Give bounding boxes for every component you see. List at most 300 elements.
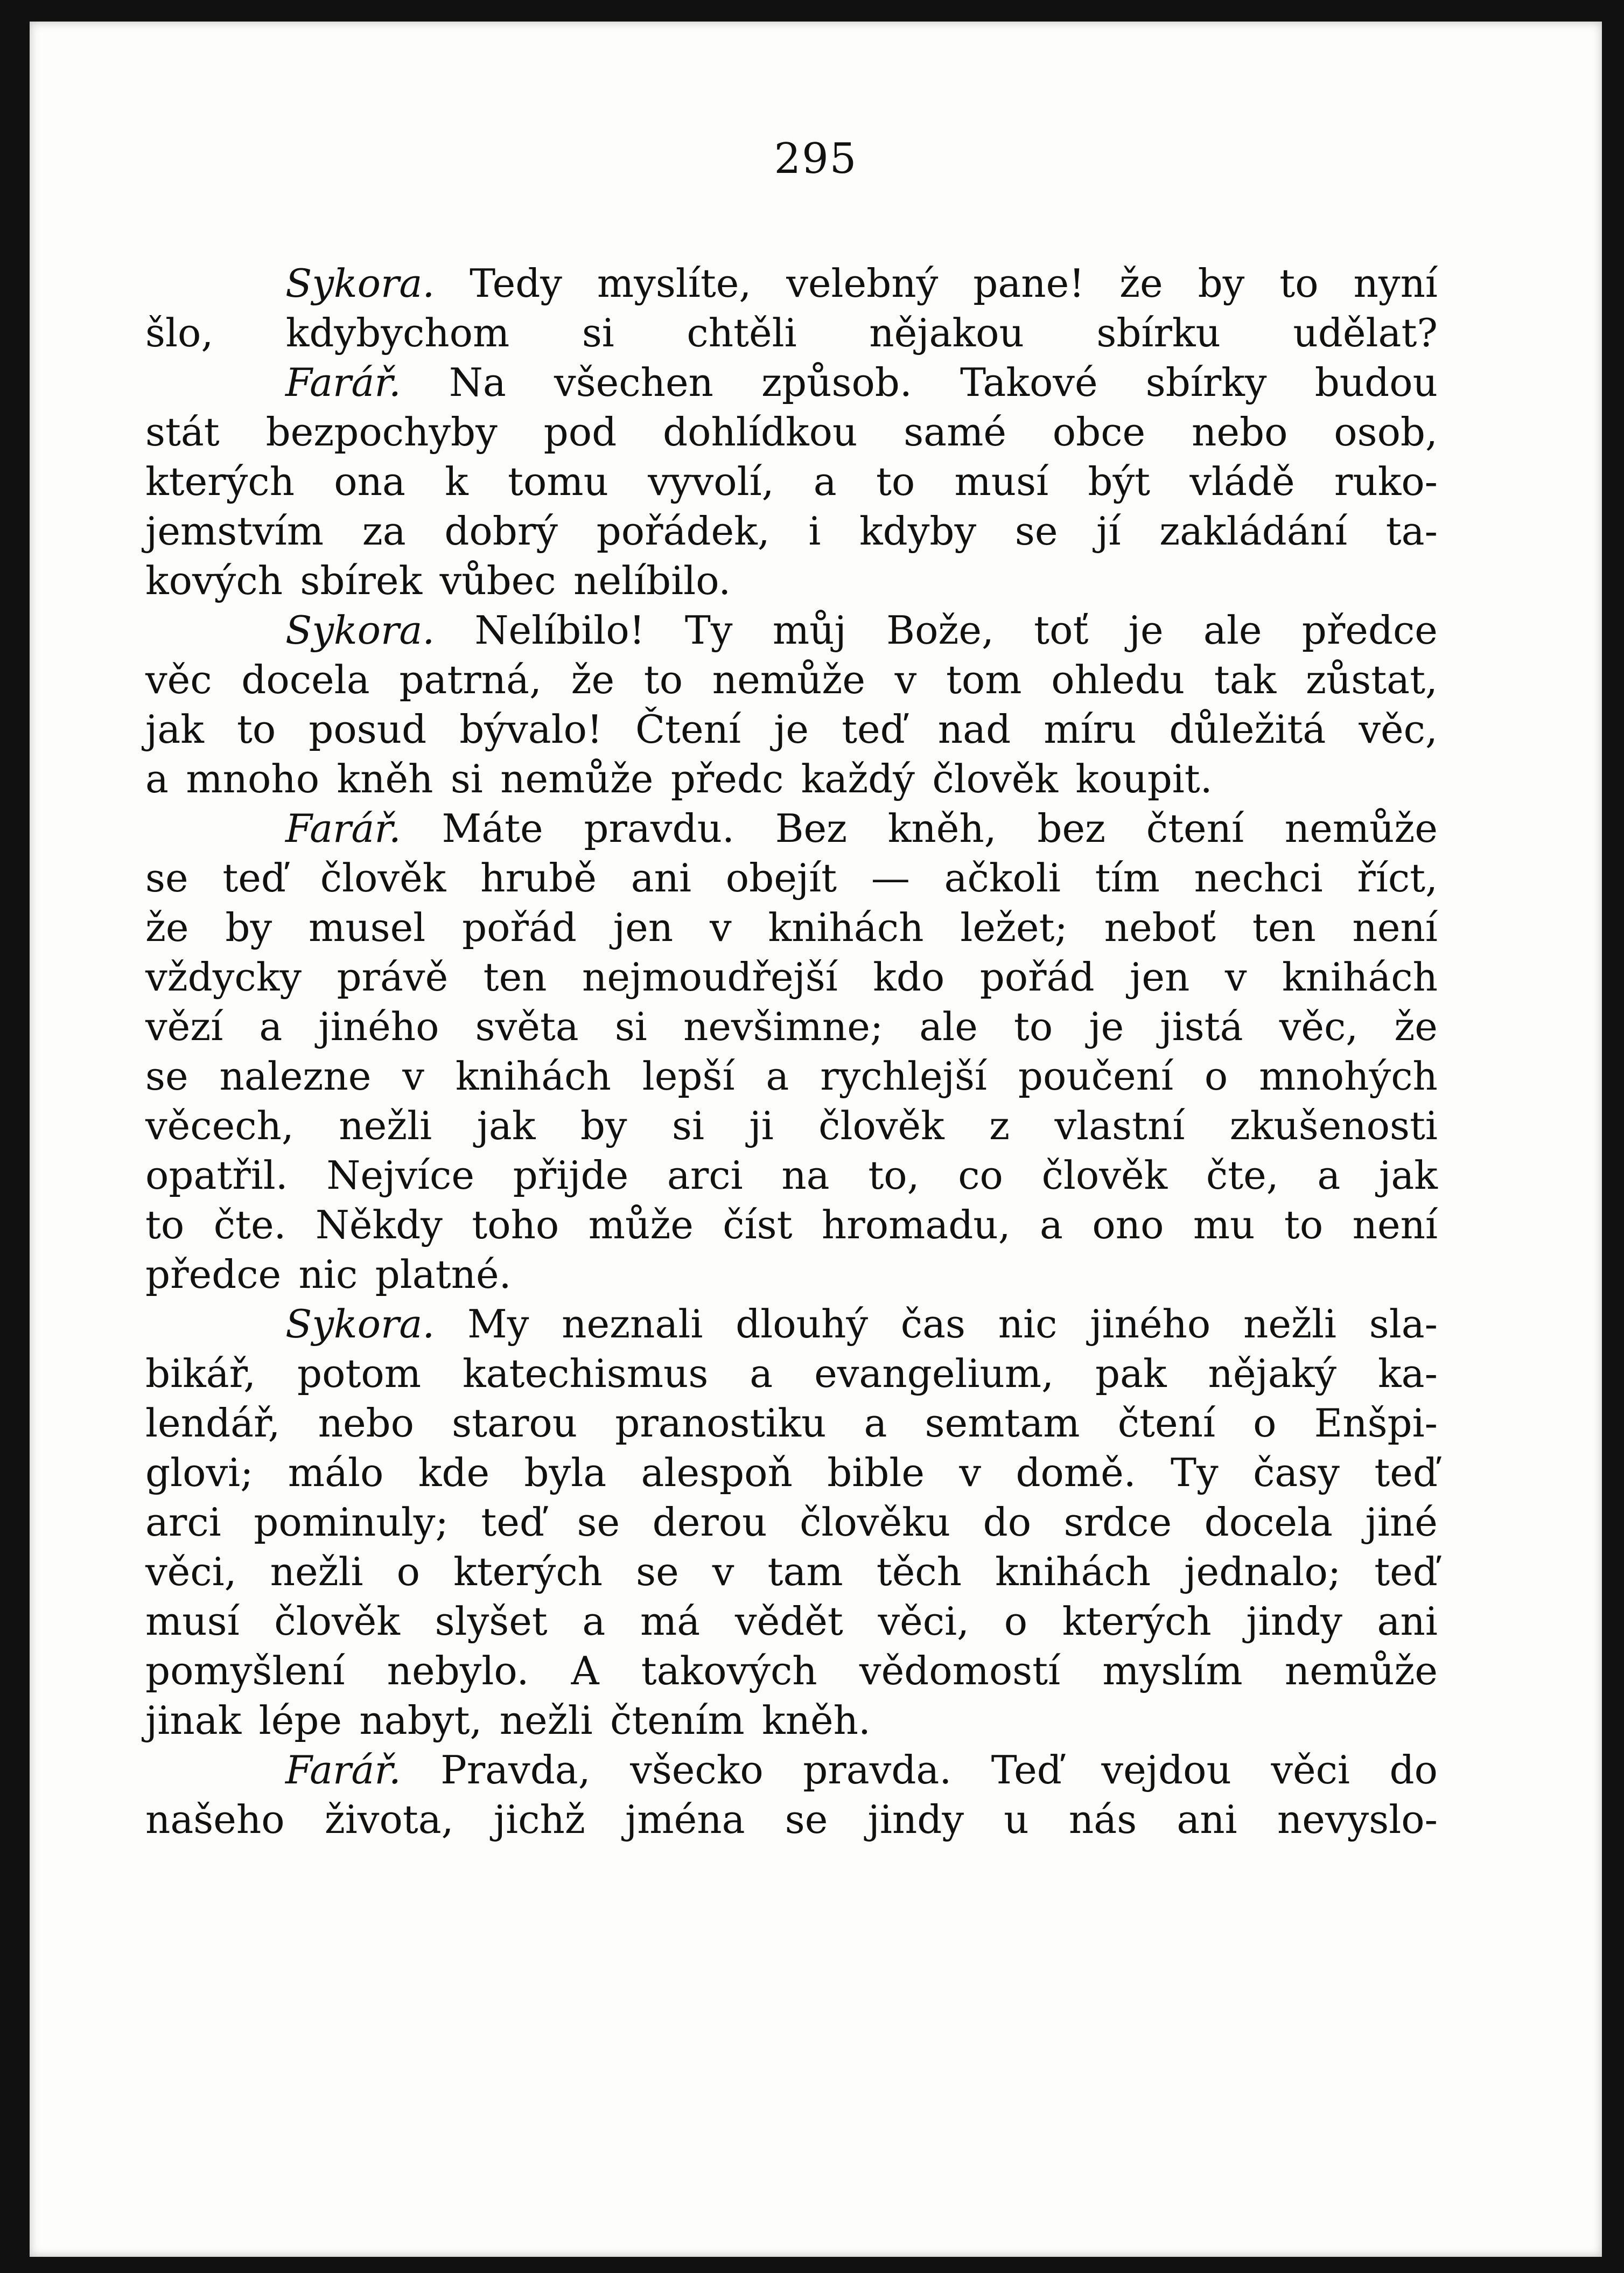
word: si <box>672 1103 704 1148</box>
word: nás <box>1068 1797 1137 1842</box>
word: Teď <box>991 1747 1062 1793</box>
word: Ty <box>684 608 733 653</box>
word: kterých <box>145 459 295 504</box>
word: člověk <box>1041 1153 1168 1198</box>
word: o <box>1253 1400 1277 1446</box>
word: se <box>1014 508 1058 554</box>
word: co <box>958 1153 1003 1198</box>
word: nemůže <box>1284 1648 1438 1693</box>
word: velebný <box>786 261 939 306</box>
word: knihách <box>1282 954 1438 1000</box>
word: vejdou <box>1101 1747 1231 1793</box>
word: vyvolí, <box>648 459 774 504</box>
word: a <box>259 1004 283 1049</box>
word: by <box>1198 261 1245 306</box>
text-line <box>145 655 1438 705</box>
word: srdce <box>1063 1500 1172 1545</box>
word: o <box>1204 1054 1228 1099</box>
word: knihách <box>455 1054 611 1099</box>
word: člověk <box>274 1599 400 1644</box>
word: věc, <box>1279 1004 1359 1049</box>
text-line <box>145 705 1438 754</box>
word: toť <box>1034 608 1089 653</box>
text-line <box>145 1051 1438 1101</box>
word: ani <box>1177 1797 1237 1842</box>
word: a <box>864 1400 887 1446</box>
word: teď <box>1374 1450 1438 1495</box>
word: a <box>813 459 837 504</box>
speaker-name: Sykora. <box>285 261 435 306</box>
word: v <box>959 1450 982 1495</box>
word: v <box>894 657 917 702</box>
word: koupit. <box>1075 756 1213 801</box>
word: sbírek <box>300 558 423 603</box>
word: dobrý <box>444 508 558 554</box>
word: Nejvíce <box>326 1153 474 1198</box>
word: jak <box>145 707 204 752</box>
word: vědět <box>734 1599 843 1644</box>
word: hrubě <box>480 855 597 901</box>
text-line <box>145 1646 1438 1696</box>
word: jindy <box>1246 1599 1342 1644</box>
word: věci, <box>878 1599 970 1644</box>
word: hromadu, <box>821 1202 1011 1247</box>
word: člověku <box>800 1500 951 1545</box>
word: ale <box>919 1004 978 1049</box>
word: věc, <box>1359 707 1438 752</box>
word: to <box>236 707 276 752</box>
word: těch <box>876 1549 962 1594</box>
word: tom <box>946 657 1022 702</box>
text-line <box>145 358 1438 407</box>
word: nalezne <box>219 1054 372 1099</box>
word: bývalo! <box>459 707 603 752</box>
word: Enšpi- <box>1314 1400 1438 1446</box>
word: sbírku <box>1096 310 1221 355</box>
word: alespoň <box>641 1450 793 1495</box>
word: myslím <box>1102 1648 1243 1693</box>
word: i <box>808 508 821 554</box>
text-line <box>145 556 1438 605</box>
word: nebo <box>318 1400 414 1446</box>
word: ka- <box>1378 1351 1438 1396</box>
word: nevyslo- <box>1277 1797 1438 1842</box>
word: kterých <box>1062 1599 1212 1644</box>
word: ačkoli <box>944 855 1061 901</box>
word: že <box>1394 1004 1438 1049</box>
word: zakládání <box>1159 508 1348 554</box>
word: v <box>712 1549 734 1594</box>
word: vládě <box>1189 459 1295 504</box>
word: nic <box>298 1252 358 1297</box>
word: Bez <box>775 806 848 851</box>
word: knihách <box>995 1549 1151 1594</box>
word: čtení <box>1117 1400 1215 1446</box>
text-line <box>145 1299 1438 1349</box>
word: nežli <box>339 1103 432 1148</box>
word: ohledu <box>1051 657 1185 702</box>
word: by <box>225 905 272 950</box>
word: jemstvím <box>145 508 324 554</box>
word: pravdu. <box>584 806 734 851</box>
word: Tedy <box>470 261 562 306</box>
word: každý <box>801 756 915 801</box>
word: v <box>402 1054 424 1099</box>
word: Čtení <box>635 707 741 752</box>
word: nějaký <box>1208 1351 1337 1396</box>
word: glovi; <box>145 1450 254 1495</box>
word: musel <box>309 905 426 950</box>
text-line <box>145 1795 1438 1844</box>
book-page <box>30 22 1602 2257</box>
word: si <box>614 1004 647 1049</box>
word: člověk <box>818 1103 944 1148</box>
word: musí <box>145 1599 240 1644</box>
speaker-name: Farář. <box>285 806 401 851</box>
word: tím <box>1095 855 1160 901</box>
word: to <box>643 657 683 702</box>
word: čtení <box>1146 806 1244 851</box>
word: předc <box>670 756 784 801</box>
word: do <box>1389 1747 1438 1793</box>
word: jinak <box>145 1698 242 1743</box>
word: evangelium, <box>814 1351 1054 1396</box>
word: Na <box>449 360 506 405</box>
word: kněh <box>337 756 433 801</box>
text-line <box>145 407 1438 457</box>
word: kněh. <box>761 1698 871 1743</box>
text-line <box>145 1448 1438 1497</box>
word: způsob. <box>761 360 912 405</box>
word: kněh, <box>887 806 997 851</box>
word: potom <box>297 1351 422 1396</box>
word: A <box>571 1648 599 1693</box>
word: budou <box>1314 360 1438 405</box>
text-line <box>145 1497 1438 1547</box>
word: jen <box>613 905 674 950</box>
word: lépe <box>258 1698 342 1743</box>
word: nemůže <box>500 756 654 801</box>
text-line <box>145 1101 1438 1151</box>
word: teď <box>1374 1549 1438 1594</box>
word: to <box>1279 261 1319 306</box>
word: ta- <box>1385 508 1438 554</box>
word: právě <box>337 954 449 1000</box>
word: je <box>774 707 809 752</box>
word: se <box>145 855 188 901</box>
word: na <box>781 1153 830 1198</box>
word: pořádek, <box>596 508 770 554</box>
word: obce <box>1052 409 1146 455</box>
word: by <box>580 1103 627 1148</box>
word: semtam <box>925 1400 1080 1446</box>
text-line <box>145 259 1438 308</box>
word: jiné <box>1365 1500 1438 1545</box>
word: pořád <box>979 954 1095 1000</box>
word: pod <box>543 409 617 455</box>
text-line <box>145 853 1438 903</box>
word: čte. <box>213 1202 286 1247</box>
word: člověk <box>932 756 1058 801</box>
word: jindy <box>867 1797 964 1842</box>
word: v <box>709 905 732 950</box>
text-line <box>145 605 1438 655</box>
text-line <box>145 506 1438 556</box>
word: zkušenosti <box>1229 1103 1438 1148</box>
word: vědomostí <box>859 1648 1061 1693</box>
word: přijde <box>513 1153 629 1198</box>
text-line <box>145 1398 1438 1448</box>
word: pomyšlení <box>145 1648 345 1693</box>
word: čtením <box>610 1698 745 1743</box>
word: dohlídkou <box>663 409 858 455</box>
word: tomu <box>508 459 608 504</box>
word: je <box>1128 608 1164 653</box>
word: se <box>636 1549 679 1594</box>
text-line <box>145 1547 1438 1596</box>
word: z <box>989 1103 1010 1148</box>
word: si <box>450 756 483 801</box>
word: se <box>577 1500 620 1545</box>
word: nevšimne; <box>683 1004 884 1049</box>
word: Někdy <box>315 1202 443 1247</box>
word: bikář, <box>145 1351 256 1396</box>
word: za <box>362 508 406 554</box>
text-line <box>145 1151 1438 1200</box>
text-line <box>145 1696 1438 1745</box>
word: Nelíbilo! <box>474 608 645 653</box>
text-line <box>145 308 1438 358</box>
word: zůstat, <box>1305 657 1438 702</box>
word: o <box>1004 1599 1028 1644</box>
word: předce <box>1301 608 1438 653</box>
text-line <box>145 754 1438 804</box>
word: jak <box>1379 1153 1438 1198</box>
word: rychlejší <box>820 1054 987 1099</box>
word: patrná, <box>399 657 542 702</box>
word: nelíbilo. <box>573 558 731 603</box>
word: platné. <box>375 1252 512 1297</box>
word: ani <box>1377 1599 1438 1644</box>
word: a <box>750 1351 773 1396</box>
word: pominuly; <box>254 1500 449 1545</box>
word: docela <box>241 657 370 702</box>
word: nic <box>998 1301 1058 1347</box>
word: musí <box>954 459 1049 504</box>
word: mu <box>1193 1202 1255 1247</box>
speaker-name: Sykora. <box>285 1301 435 1347</box>
text-line <box>145 1745 1438 1795</box>
word: světa <box>475 1004 579 1049</box>
word: není <box>1352 905 1438 950</box>
word: věc <box>145 657 212 702</box>
word: jichž <box>493 1797 585 1842</box>
word: udělat? <box>1293 310 1438 355</box>
word: sbírky <box>1145 360 1267 405</box>
word: ten <box>1252 905 1316 950</box>
word: mnoho <box>186 756 320 801</box>
text-line <box>145 457 1438 506</box>
page-number: 295 <box>774 135 858 183</box>
word: katechismus <box>462 1351 709 1396</box>
word: nechci <box>1194 855 1323 901</box>
word: myslíte, <box>597 261 752 306</box>
word: nežli <box>1243 1301 1336 1347</box>
text-line <box>145 1596 1438 1646</box>
word: jiného <box>318 1004 439 1049</box>
word: nežli <box>270 1549 363 1594</box>
word: všechen <box>554 360 713 405</box>
word: to <box>876 459 915 504</box>
word: našeho <box>145 1797 285 1842</box>
text-line <box>145 804 1438 853</box>
word: posud <box>309 707 427 752</box>
word: že <box>571 657 615 702</box>
word: arci <box>667 1153 743 1198</box>
word: bible <box>827 1450 925 1495</box>
word: vězí <box>145 1004 223 1049</box>
word: čte, <box>1206 1153 1279 1198</box>
word: člověk <box>320 855 446 901</box>
word: nějakou <box>869 310 1024 355</box>
word: jiného <box>1090 1301 1211 1347</box>
speaker-name: Farář. <box>285 1747 401 1793</box>
word: domě. <box>1016 1450 1136 1495</box>
word: málo <box>288 1450 384 1495</box>
text-line <box>145 903 1438 952</box>
word: nemůže <box>712 657 865 702</box>
word: byla <box>524 1450 607 1495</box>
word: kdyby <box>859 508 977 554</box>
word: ten <box>483 954 547 1000</box>
word: pane! <box>973 261 1085 306</box>
word: teď <box>481 1500 544 1545</box>
word: Bože, <box>886 608 994 653</box>
word: sla- <box>1369 1301 1438 1347</box>
word: ji <box>749 1103 774 1148</box>
word: nežli <box>499 1698 593 1743</box>
word: se <box>145 1054 188 1099</box>
word: o <box>396 1549 421 1594</box>
word: u <box>1004 1797 1029 1842</box>
word: arci <box>145 1500 221 1545</box>
word: kterých <box>453 1549 603 1594</box>
word: a <box>766 1054 789 1099</box>
word: můj <box>772 608 846 653</box>
word: lepší <box>642 1054 735 1099</box>
word: samé <box>904 409 1006 455</box>
word: to <box>1013 1004 1053 1049</box>
word: tak <box>1214 657 1277 702</box>
word: předce <box>145 1252 282 1297</box>
word: pranostiku <box>615 1400 827 1446</box>
word: chtěli <box>687 310 797 355</box>
word: vůbec <box>439 558 556 603</box>
text-line <box>145 1349 1438 1398</box>
word: míru <box>1044 707 1137 752</box>
word: nabyt, <box>359 1698 482 1743</box>
word: v <box>1224 954 1247 1000</box>
word: My <box>467 1301 529 1347</box>
word: lendář, <box>145 1400 281 1446</box>
word: nyní <box>1353 261 1438 306</box>
word: Pravda, <box>440 1747 591 1793</box>
word: bez <box>1037 806 1106 851</box>
word: obejít <box>725 855 837 901</box>
text-line <box>145 1002 1438 1051</box>
word: ona <box>334 459 405 504</box>
word: Ty <box>1171 1450 1219 1495</box>
word: si <box>582 310 614 355</box>
word: jednalo; <box>1184 1549 1341 1594</box>
word: má <box>640 1599 701 1644</box>
word: osob, <box>1334 409 1438 455</box>
word: tam <box>767 1549 843 1594</box>
word: ležet; <box>960 905 1068 950</box>
word: důležitá <box>1169 707 1326 752</box>
speaker-name: Sykora. <box>285 608 435 653</box>
word: knihách <box>768 905 924 950</box>
word: jistá <box>1160 1004 1243 1049</box>
word: ruko- <box>1334 459 1438 504</box>
word: Takové <box>960 360 1098 405</box>
word: čas <box>900 1301 965 1347</box>
word: nad <box>937 707 1011 752</box>
word: to <box>1284 1202 1324 1247</box>
word: může <box>588 1202 694 1247</box>
word: k <box>445 459 468 504</box>
text-line <box>145 1200 1438 1250</box>
word: nebo <box>1192 409 1288 455</box>
word: pořád <box>462 905 577 950</box>
word: neboť <box>1104 905 1216 950</box>
word: kových <box>145 558 283 603</box>
word: slyšet <box>435 1599 548 1644</box>
word: je <box>1089 1004 1124 1049</box>
word: dlouhý <box>736 1301 869 1347</box>
word: ale <box>1203 608 1262 653</box>
word: — <box>871 855 910 901</box>
word: nebylo. <box>387 1648 529 1693</box>
word: jen <box>1130 954 1190 1000</box>
word: věcech, <box>145 1103 294 1148</box>
word: stát <box>145 409 220 455</box>
word: života, <box>324 1797 454 1842</box>
word: teď <box>842 707 905 752</box>
word: takových <box>641 1648 817 1693</box>
word: to, <box>868 1153 920 1198</box>
word: kdybychom <box>285 310 510 355</box>
word: do <box>983 1500 1032 1545</box>
word: pak <box>1095 1351 1167 1396</box>
speaker-name: Farář. <box>285 360 401 405</box>
word: a <box>1317 1153 1341 1198</box>
word: se <box>785 1797 828 1842</box>
word: všecko <box>630 1747 764 1793</box>
word: derou <box>652 1500 767 1545</box>
word: opatřil. <box>145 1153 288 1198</box>
word: šlo, <box>145 310 214 355</box>
body-text <box>145 259 1438 1844</box>
word: ono <box>1092 1202 1164 1247</box>
word: být <box>1088 459 1151 504</box>
text-line <box>145 1250 1438 1299</box>
word: bezpochyby <box>265 409 498 455</box>
word: věci, <box>145 1549 237 1594</box>
word: jména <box>625 1797 745 1842</box>
word: číst <box>723 1202 793 1247</box>
word: Máte <box>442 806 543 851</box>
